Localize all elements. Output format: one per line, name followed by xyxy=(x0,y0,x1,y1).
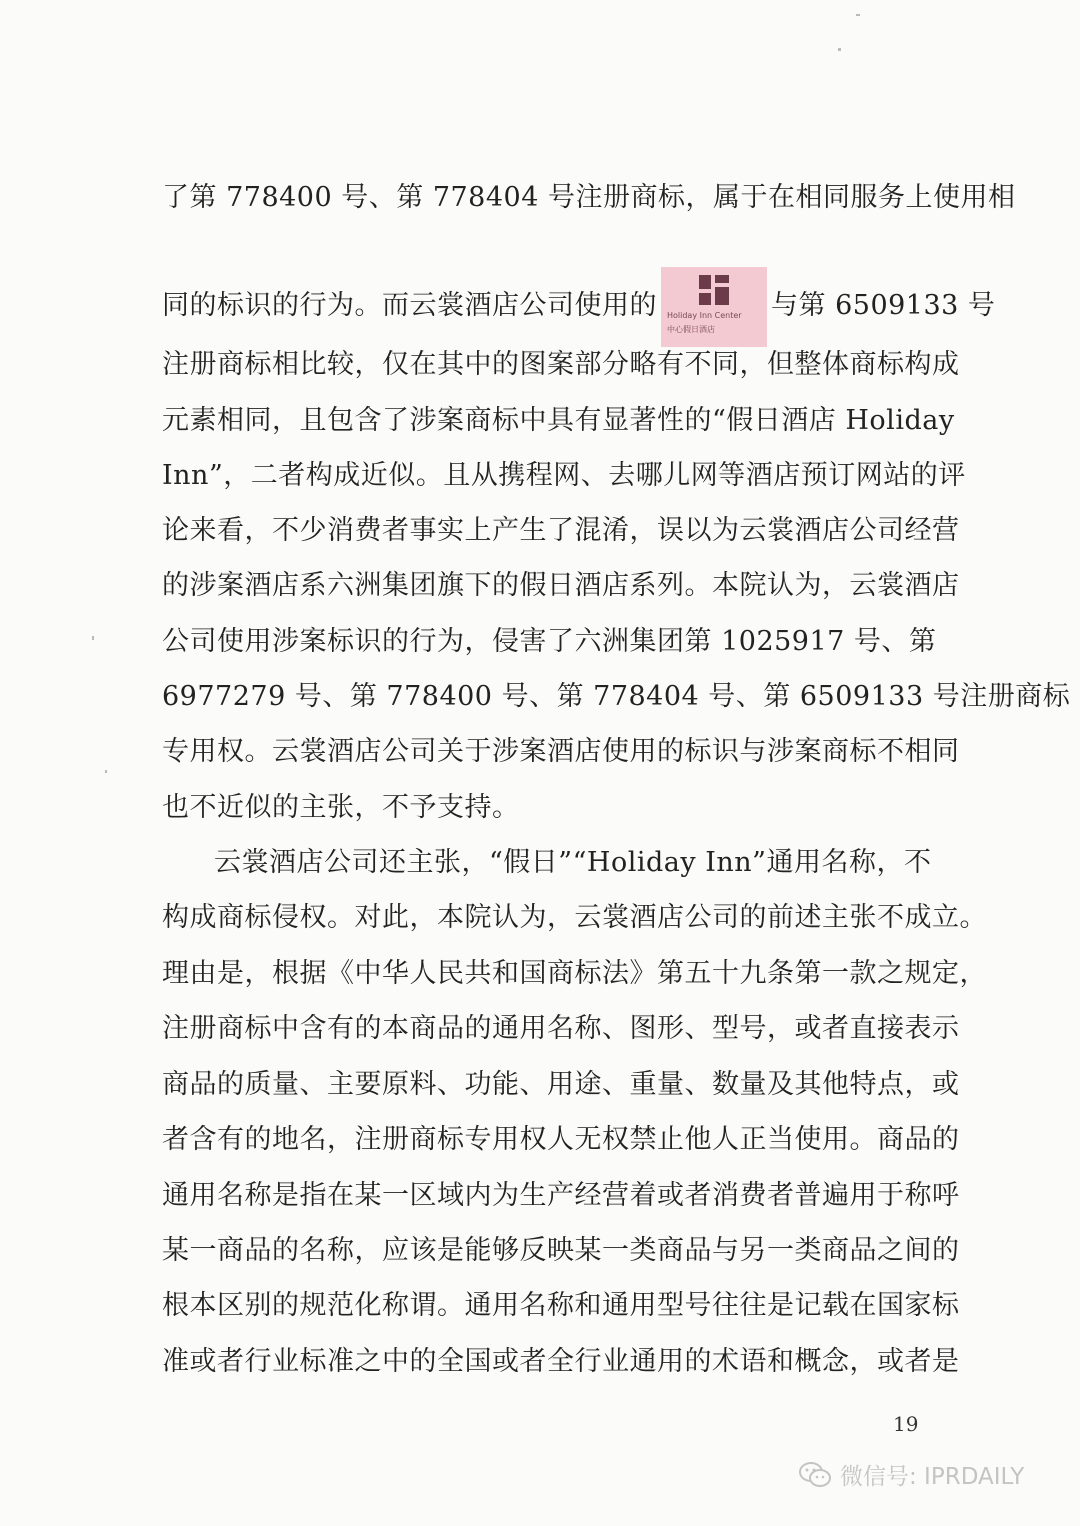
text-line: 通用名称是指在某一区域内为生产经营着或者消费者普遍用于称呼 xyxy=(162,1180,960,1211)
logo-text-english: Holiday Inn Center xyxy=(667,310,742,320)
text-line: 专用权。云裳酒店公司关于涉案酒店使用的标识与涉案商标不相同 xyxy=(162,736,960,767)
text-line: 注册商标相比较，仅在其中的图案部分略有不同，但整体商标构成 xyxy=(162,349,960,380)
scan-speck xyxy=(838,48,841,51)
scan-speck xyxy=(92,636,94,640)
text-line: 论来看，不少消费者事实上产生了混淆，误以为云裳酒店公司经营 xyxy=(162,515,960,546)
text-line: 商品的质量、主要原料、功能、用途、重量、数量及其他特点，或 xyxy=(162,1069,960,1100)
text-line-prefix: 同的标识的行为。而云裳酒店公司使用的 xyxy=(162,290,657,321)
text-line: 根本区别的规范化称谓。通用名称和通用型号往往是记载在国家标 xyxy=(162,1290,960,1321)
text-line: 注册商标中含有的本商品的通用名称、图形、型号，或者直接表示 xyxy=(162,1013,960,1044)
text-line: 6977279 号、第 778400 号、第 778404 号、第 6509133 号注册商标 xyxy=(162,681,1071,712)
text-line: 理由是，根据《中华人民共和国商标法》第五十九条第一款之规定， xyxy=(162,958,987,989)
text-line: 准或者行业标准之中的全国或者全行业通用的术语和概念，或者是 xyxy=(162,1346,960,1377)
scan-speck xyxy=(856,14,860,16)
wechat-icon xyxy=(798,1461,832,1489)
text-line-with-logo xyxy=(162,266,996,346)
page-number: 19 xyxy=(893,1412,919,1436)
text-line-suffix: 与第 6509133 号 xyxy=(771,290,996,321)
text-line: 构成商标侵权。对此，本院认为，云裳酒店公司的前述主张不成立。 xyxy=(162,902,987,933)
wechat-watermark xyxy=(798,1458,1024,1491)
text-line: 的涉案酒店系六洲集团旗下的假日酒店系列。本院认为，云裳酒店 xyxy=(162,570,960,601)
text-line: 了第 778400 号、第 778404 号注册商标，属于在相同服务上使用相 xyxy=(162,182,1016,213)
paragraph-first-line: 云裳酒店公司还主张，“假日”“Holiday Inn”通用名称，不 xyxy=(214,847,932,878)
text-line: 也不近似的主张，不予支持。 xyxy=(162,792,520,823)
watermark-text: 微信号: IPRDAILY xyxy=(840,1464,1025,1490)
text-line: 元素相同，且包含了涉案商标中具有显著性的“假日酒店 Holiday xyxy=(162,405,955,436)
text-line: 公司使用涉案标识的行为，侵害了六洲集团第 1025917 号、第 xyxy=(162,626,937,657)
logo-mark-icon xyxy=(697,273,731,307)
text-line: 者含有的地名，注册商标专用权人无权禁止他人正当使用。商品的 xyxy=(162,1124,960,1155)
text-line: 某一商品的名称，应该是能够反映某一类商品与另一类商品之间的 xyxy=(162,1235,960,1266)
hotel-logo-image xyxy=(661,267,767,347)
scan-speck xyxy=(105,770,107,773)
text-line: Inn”，二者构成近似。且从携程网、去哪儿网等酒店预订网站的评 xyxy=(162,460,966,491)
logo-text-chinese: 中心假日酒店 xyxy=(667,324,715,334)
